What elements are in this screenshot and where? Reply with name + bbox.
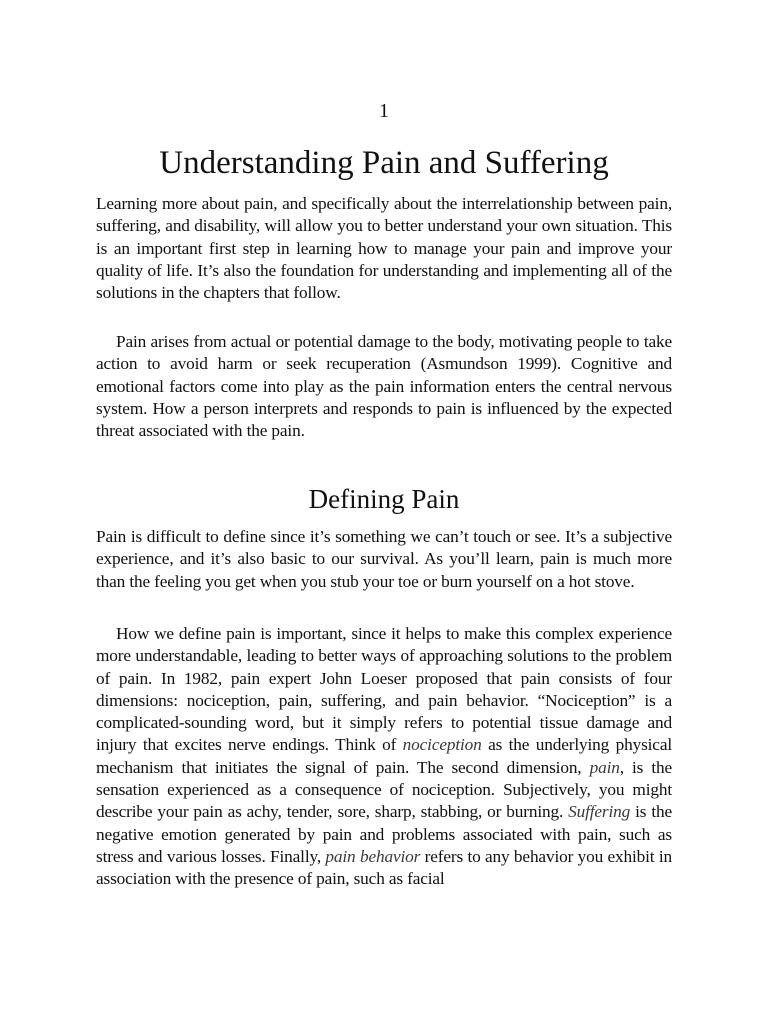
section-paragraph-1: Pain is difficult to define since it’s something we can’t touch or see. It’s a subjective experience, and it’s also basic to our survival. As you’ll learn, pain is much more than the feeling you get when you stub your toe or burn yourself on a hot stove. bbox=[96, 527, 672, 591]
paragraph-text: , is the sensation experienced as a consequence of nociception. Subjectively, you might describe your pain as achy, tender, sore, sharp, stabbing, or burning. bbox=[96, 757, 672, 822]
section-paragraph-2 bbox=[96, 623, 672, 891]
intro-paragraph-2: Pain arises from actual or potential damage to the body, motivating people to take action to avoid harm or seek recuperation (Asmundson 1999). Cognitive and emotional factors come into play as the pain information enters the central nervous system. How a person interprets and responds to pain is influenced by the expected threat associated with the pain. bbox=[96, 332, 672, 441]
paragraph-text: refers to any behavior you exhibit in association with the presence of pain, such as facial bbox=[96, 846, 672, 889]
page-number: 1 bbox=[379, 100, 389, 122]
section-heading: Defining Pain bbox=[308, 484, 460, 514]
intro-paragraph-1: Learning more about pain, and specifically about the interrelationship between pain, suffering, and disability, will allow you to better understand your own situation. This is an important first step in learning how to manage your pain and improve your quality of life. It’s also the foundation for understanding and implementing all of the solutions in the chapters that follow. bbox=[96, 194, 672, 303]
paragraph-text: is the negative emotion generated by pain and problems associated with pain, such as stress and various losses. Finally, bbox=[96, 802, 672, 866]
paragraph-text: as the underlying physical mechanism that initiates the signal of pain. The second dimension, bbox=[96, 735, 673, 777]
paragraph-text: How we define pain is important, since it helps to make this complex experience more understandable, leading to better ways of approaching solutions to the problem of pain. In 1982, pain expert John Loeser proposed that pain consists of four dimensions: nociception, pain, suffering, and pain behavior. “Nociception” is a complicated-sounding word, but it simply refers to potential tissue damage and injury that excites nerve endings. Think of bbox=[96, 624, 672, 755]
term-nociception: nociception bbox=[402, 735, 482, 755]
chapter-title: Understanding Pain and Suffering bbox=[159, 145, 609, 181]
term-pain: pain bbox=[589, 757, 620, 777]
term-suffering: Suffering bbox=[568, 802, 631, 822]
term-pain-behavior: pain behavior bbox=[325, 846, 421, 866]
